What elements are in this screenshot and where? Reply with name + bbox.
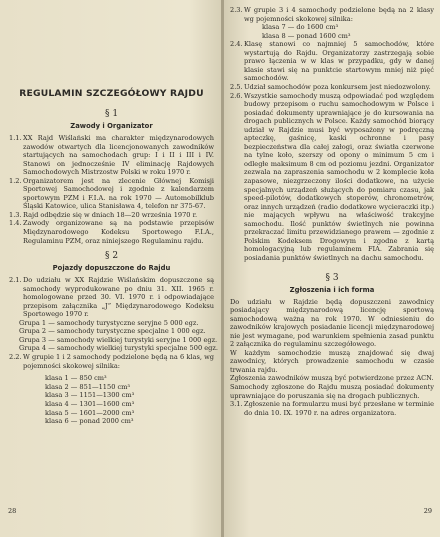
paragraph-1-2	[9, 177, 214, 211]
paragraph-number: 1.3.	[9, 210, 22, 219]
section-1-heading: Zawody i Organizator	[70, 122, 153, 130]
paragraph-text: Rajd odbędzie się w dniach 18—20 września 1970 r.	[23, 210, 198, 219]
paragraph-number: 1.2.	[9, 176, 22, 185]
group-line: Grupa 2 — samochody turystyczne specjalne 1 000 egz.	[19, 327, 206, 336]
paragraph-2-6	[230, 92, 434, 263]
paragraph-number: 2.1.	[9, 276, 22, 285]
paragraph-number: 2.3.	[230, 6, 243, 14]
section-1-mark: § 1	[104, 109, 119, 119]
class-line: klasa 8 — ponad 1600 cm³	[262, 31, 351, 40]
page-number-right: 29	[423, 507, 432, 515]
group-line: Grupa 1 — samochody turystyczne seryjne 5 000 egz.	[19, 318, 199, 327]
right-page	[224, 0, 440, 537]
paragraph-number: 2.4.	[230, 40, 243, 49]
group-line: Grupa 3 — samochody wielkiej turystyki seryjne 1 000 egz.	[19, 335, 218, 344]
paragraph-number: 1.1.	[9, 134, 22, 142]
class-line: klasa 5 — 1601—2000 cm³	[45, 408, 135, 417]
paragraph-text: Zgłoszenie na formularzu musi być przesłane w terminie do dnia 10. IX. 1970 r. na adres organizatora.	[244, 400, 434, 417]
paragraph-text: W grupie 1 i 2 samochody podzielone będą na 6 klas, wg pojemności skokowej silnika:	[23, 353, 214, 370]
paragraph-text: Zawody organizowane są na podstawie przepisów Międzynarodowego Kodeksu Sportowego F.I.A., Regulaminu PZM, oraz niniejszego Regulaminu rajdu.	[23, 219, 214, 245]
paragraph-2-2	[9, 353, 214, 370]
section-3-paragraph: Do udziału w Rajdzie będą dopuszczeni zawodnicy posiadający międzynarodową licencję sportową samochodową ważną na rok 1970. W odniesieniu do zawodników krajowych posiadanie licencji międzynarodowej nie jest wymagane, pod warunkiem spełnienia zasad punktu 2 załącznika do regulaminu szczegółowego.	[230, 297, 434, 349]
section-3-mark: § 3	[325, 272, 339, 283]
page-number-left: 28	[8, 507, 17, 515]
paragraph-number: 2.2.	[9, 353, 22, 362]
group-line: Grupa 4 — samochody wielkiej turystyki specjalne 500 egz.	[19, 344, 218, 353]
class-line: klasa 7 — do 1600 cm³	[262, 23, 339, 32]
paragraph-2-3	[230, 6, 434, 23]
class-line: klasa 2 — 851—1150 cm³	[45, 382, 131, 391]
paragraph-number: 1.4.	[9, 219, 22, 228]
paragraph-text: Udział samochodów poza konkursem jest niedozwolony.	[244, 83, 431, 92]
paragraph-2-5	[230, 83, 434, 92]
paragraph-text: W grupie 3 i 4 samochody podzielone będą na 2 klasy wg pojemności skokowej silnika:	[244, 6, 434, 23]
paragraph-2-4	[230, 40, 434, 83]
paragraph-1-4	[9, 219, 214, 245]
paragraph-1-3	[9, 211, 214, 220]
class-line: klasa 6 — ponad 2000 cm³	[45, 417, 134, 426]
paragraph-number: 3.1.	[230, 400, 243, 409]
document-title: REGULAMIN SZCZEGÓŁOWY RAJDU	[19, 88, 204, 99]
class-line: klasa 3 — 1151—1300 cm³	[45, 391, 135, 400]
section-2-heading: Pojazdy dopuszczone do Rajdu	[52, 264, 171, 273]
paragraph-1-1	[9, 134, 214, 177]
paragraph-3-1	[230, 400, 434, 417]
paragraph-text: XX Rajd Wiślański ma charakter międzynarodowych zawodów otwartych dla licencjonowanych zawodników startujących na samochodach grup: I i II i III i IV. Stanowi on jednocześnie IV eliminację Rajdowych Samochodowych Mistrzostw Polski w roku 1970 r.	[23, 134, 214, 177]
section-3-paragraph: Samochody zgłoszone do Rajdu muszą posiadać dokumenty uprawniające do poruszania się na drogach publicznych.	[230, 382, 434, 400]
section-3-heading: Zgłoszenia i ich forma	[289, 285, 375, 294]
class-line: klasa 4 — 1301—1600 cm³	[45, 399, 135, 408]
section-3-paragraph: W każdym samochodzie muszą znajdować się dwaj zawodnicy, których prowadzenie samochodu w czasie trwania rajdu.	[230, 348, 434, 374]
paragraph-number: 2.6.	[230, 91, 243, 100]
section-2-mark: § 2	[104, 251, 119, 262]
paragraph-text: Organizatorem jest na zlecenie Głównej Komisji Sportowej Samochodowej i zgodnie z kalendarzem sportowym PZM i F.I.A. na rok 1970 — Automobilklub Śląski Katowice, ulica Stanisława 4, telefon nr 375-67.	[23, 176, 214, 211]
paragraph-text: Wszystkie samochody muszą odpowiadać pod względem budowy przepisom o ruchu samochodowym w Polsce i posiadać dokumenty uprawniające je do kursowania na drogach publicznych w Polsce. Każdy samochód biorący udział w Rajdzie musi być wyposażony w podręczną apteczkę, gaśnicę, kaski ochronne i pasy bezpieczeństwa dla całej załogi, oraz światła czerwone na tylne koło, szerszy od opony o minimum 5 cm i odległe maksimum 8 cm od poziomu jezdni. Organizator zezwala na zapraszenia samochodu w 2 komplecie koła zapasowe, niezgrzeczony ilości dodatkowe, na użycie specjalnych urządzeń służących do pomiaru czasu, jak speed-pilotów, dodatkowych stoperów, chronometrów, oraz innych urządzeń (radio dodatkowe wycieraczki itp.) nie mających wpływu na właściwość trakcyjne samochodu. Ilość punktów świetlnych nie powinna przekraczać limitu przewidzianego prawem — zgodnie z Polskim Kodeksem Drogowym i zgodne z kartą homologacyjną lub regulaminem FIA. Zabrania się posiadania punktów świetlnych na dachu samochodu.	[244, 91, 434, 262]
section-3-paragraph: Zgłoszenia zawodników muszą być potwierdzone przez ACN.	[230, 374, 434, 383]
paragraph-text: Klasę stanowi co najmniej 5 samochodów, które wystartują do Rajdu. Organizatorzy zastrzegają sobie prawo łączenia w w klas w przypadku, gdy w danej klasie stawi się na punktcie startowym mniej niż pięć samochodów.	[244, 40, 434, 83]
paragraph-2-1	[9, 276, 214, 319]
paragraph-text: Do udziału w XX Rajdzie Wiślańskim dopuszczone są samochody wyprodukowane po dniu 31. XII. 1965 r. homologowane przed 30. VI. 1970 r. i odpowiadające przepisom załącznika „J” Międzynarodowego Kodeksu Sportowego 1970 r.	[23, 276, 214, 319]
paragraph-number: 2.5.	[230, 83, 243, 92]
class-line: klasa 1 — 850 cm³	[45, 374, 107, 383]
